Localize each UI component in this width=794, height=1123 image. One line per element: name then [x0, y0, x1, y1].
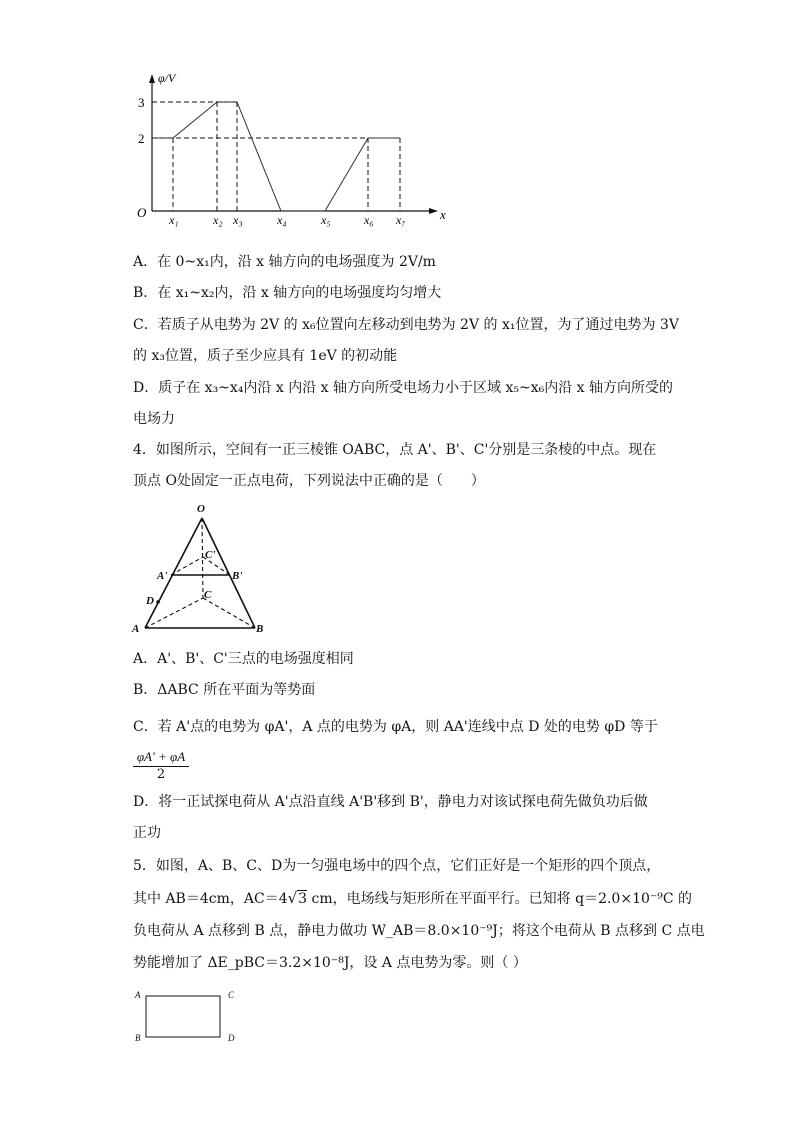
q5-stem-4: 势能增加了 ΔE_pBC＝3.2×10⁻⁸J，设 A 点电势为零。则（ ）: [133, 955, 527, 971]
pyramid-figure: [130, 495, 280, 640]
fraction-numerator: φA' + φA: [133, 749, 189, 767]
q4-option-a: A．A'、B'、C'三点的电场强度相同: [133, 651, 354, 667]
q3-option-a: A．在 0~x₁内，沿 x 轴方向的电场强度为 2V/m: [133, 254, 436, 270]
q4-option-b: B．ΔABC 所在平面为等势面: [133, 682, 316, 698]
q3-option-b: B．在 x₁~x₂内，沿 x 轴方向的电场强度均匀增大: [133, 285, 442, 301]
q5-stem-2: 其中 AB＝4cm，AC＝4√3 cm，电场线与矩形所在平面平行。已知将 q＝2.0×10⁻⁹C 的: [133, 889, 693, 907]
potential-graph: [0, 0, 794, 240]
sqrt-value: 3: [298, 891, 308, 907]
potential-line: [152, 102, 400, 211]
fraction-denominator: 2: [156, 767, 166, 782]
q4-option-c: C．若 A'点的电势为 φA'，A 点的电势为 φA，则 AA'连线中点 D 处的电势 φD 等于: [133, 719, 658, 735]
x-tick-label: x₆: [364, 213, 374, 227]
y-tick-label: 3: [138, 95, 145, 110]
label-d: D: [146, 595, 154, 607]
x-axis-arrow: [429, 208, 438, 214]
y-axis-arrow: [149, 74, 155, 83]
y-tick-label: 2: [138, 131, 145, 146]
y-axis-label: φ/V: [158, 71, 176, 85]
rect-label-b: B: [135, 1033, 141, 1043]
q4-option-d-cont: 正功: [133, 825, 161, 841]
x-tick-label: x₄: [277, 213, 287, 227]
rect-label-a: A: [135, 990, 141, 1000]
q3-option-c: C．若质子从电势为 2V 的 x₆位置向左移动到电势为 2V 的 x₁位置，为了通过电势为 3V: [133, 317, 679, 333]
q5-stem: 5．如图，A、B、C、D为一匀强电场中的四个点，它们正好是一个矩形的四个顶点，: [133, 858, 661, 874]
rect-label-c: C: [228, 990, 235, 1000]
label-a1: A': [157, 570, 168, 582]
rect-label-d: D: [228, 1033, 235, 1043]
x-tick-label: x₇: [396, 213, 406, 227]
q3-option-d: D．质子在 x₃~x₄内沿 x 内沿 x 轴方向所受电场力小于区域 x₅~x₆内沿 x 轴方向所受的: [133, 380, 674, 396]
q4-stem-cont: 顶点 O处固定一正点电荷，下列说法中正确的是（ ）: [133, 473, 485, 489]
q5-stem-3: 负电荷从 A 点移到 B 点，静电力做功 W_AB＝8.0×10⁻⁹J；将这个电荷从 B 点移到 C 点电: [133, 923, 705, 939]
x-axis-label: x: [440, 207, 446, 222]
q4-stem: 4．如图所示，空间有一正三棱锥 OABC，点 A'、B'、C'分别是三条棱的中点。现在: [133, 442, 657, 458]
x-tick-label: x₁: [169, 213, 179, 227]
x-tick-label: x₅: [321, 213, 331, 227]
label-c: C: [204, 589, 212, 601]
q4-option-c-fraction: [133, 749, 189, 782]
q5-stem-2b: cm，电场线与矩形所在平面平行。已知将 q＝2.0×10⁻⁹C 的: [311, 891, 693, 907]
q3-option-c-cont: 的 x₃位置，质子至少应具有 1eV 的初动能: [133, 348, 398, 364]
rectangle-figure: [130, 985, 250, 1047]
label-b: B: [256, 623, 264, 635]
label-o: O: [197, 503, 205, 515]
label-a: A: [132, 623, 140, 635]
q4-option-d: D．将一正试探电荷从 A'点沿直线 A'B'移到 B'，静电力对该试探电荷先做负功后做: [133, 794, 648, 810]
x-tick-label: x₃: [233, 213, 243, 227]
q5-stem-2a: 其中 AB＝4cm，AC＝4: [133, 891, 288, 907]
x-tick-label: x₂: [213, 213, 223, 227]
origin-label: O: [137, 205, 147, 220]
label-b1: B': [232, 570, 243, 582]
label-c1: C': [205, 549, 216, 561]
q3-option-d-cont: 电场力: [133, 411, 175, 427]
